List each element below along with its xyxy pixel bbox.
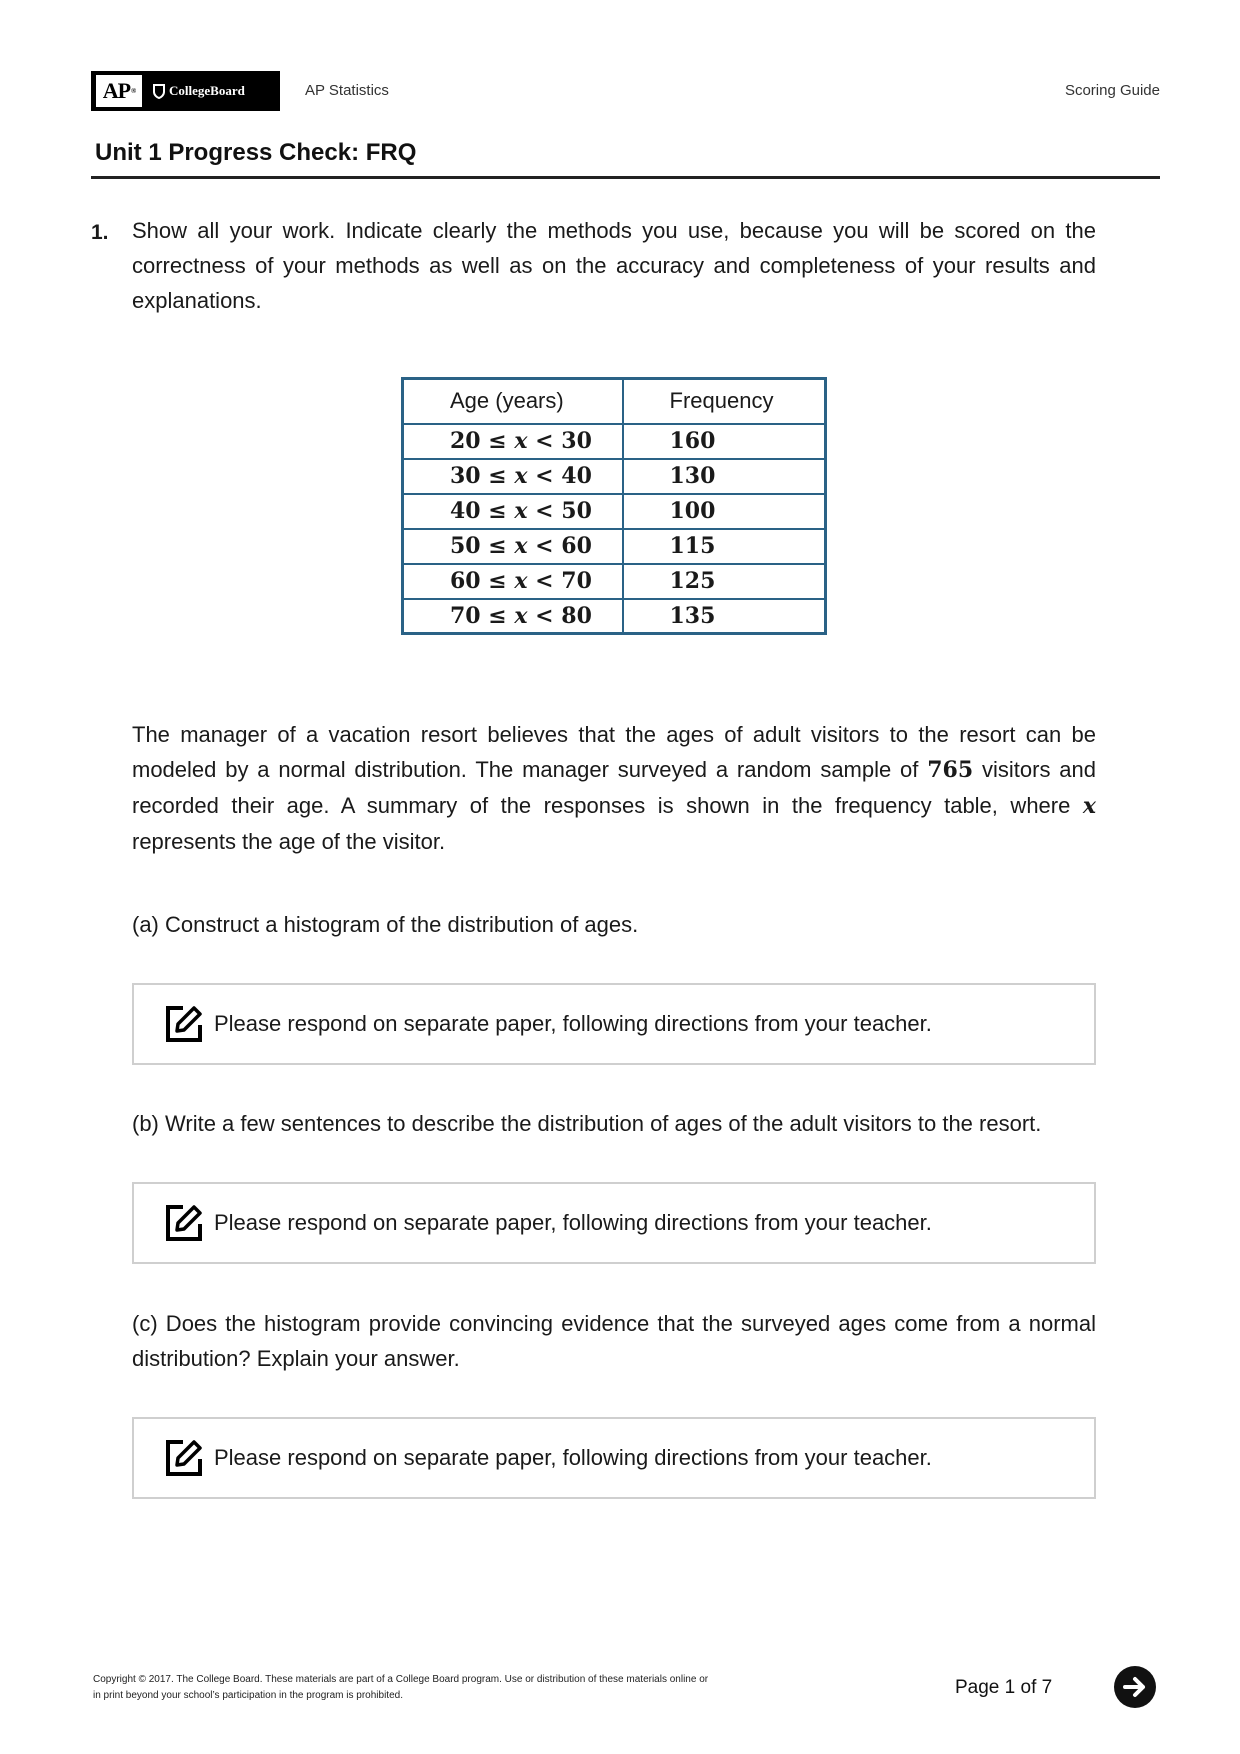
age-interval-cell bbox=[403, 564, 623, 599]
interval-upper: 40 bbox=[561, 463, 592, 489]
age-interval-cell bbox=[403, 529, 623, 564]
frequency-cell: 130 bbox=[623, 459, 826, 494]
lt-symbol: < bbox=[527, 498, 562, 524]
response-instruction: Please respond on separate paper, following directions from your teacher. bbox=[214, 1210, 932, 1235]
question-context bbox=[132, 717, 1096, 859]
leq-symbol: ≤ bbox=[480, 498, 515, 524]
lt-symbol: < bbox=[527, 428, 562, 454]
part-c-prompt: (c) Does the histogram provide convincing evidence that the surveyed ages come from a normal distribution? Explain your answer. bbox=[132, 1311, 1096, 1371]
context-text: represents the age of the visitor. bbox=[132, 829, 446, 854]
interval-variable: x bbox=[514, 533, 528, 559]
leq-symbol: ≤ bbox=[480, 533, 515, 559]
age-interval-cell bbox=[403, 459, 623, 494]
copyright-line: in print beyond your school’s participation in the program is prohibited. bbox=[93, 1690, 403, 1701]
age-interval-cell bbox=[403, 494, 623, 529]
age-interval-cell bbox=[403, 599, 623, 634]
interval-lower: 20 bbox=[450, 428, 481, 454]
interval-lower: 50 bbox=[450, 533, 481, 559]
frequency-cell: 135 bbox=[623, 599, 826, 634]
page-number: Page 1 of 7 bbox=[955, 1677, 1053, 1698]
lt-symbol: < bbox=[527, 568, 562, 594]
page-title: Unit 1 Progress Check: FRQ bbox=[95, 139, 417, 166]
table-header-frequency: Frequency bbox=[623, 379, 826, 424]
edit-icon bbox=[164, 1004, 204, 1044]
leq-symbol: ≤ bbox=[480, 602, 515, 629]
title-divider bbox=[91, 176, 1160, 179]
table-row bbox=[403, 424, 826, 459]
ap-logo: AP ® bbox=[96, 75, 142, 107]
edit-icon bbox=[164, 1203, 204, 1243]
variable-x: x bbox=[1082, 793, 1096, 819]
leq-symbol: ≤ bbox=[480, 463, 515, 489]
scoring-guide-label: Scoring Guide bbox=[1064, 82, 1160, 99]
part-a-prompt: (a) Construct a histogram of the distribution of ages. bbox=[132, 912, 639, 937]
table-header-row bbox=[403, 379, 826, 424]
frequency-cell: 115 bbox=[623, 529, 826, 564]
interval-variable: x bbox=[514, 568, 528, 594]
question-number: 1. bbox=[91, 221, 109, 244]
table-row bbox=[403, 599, 826, 634]
frequency-table bbox=[401, 377, 827, 635]
interval-lower: 60 bbox=[450, 568, 481, 594]
interval-variable: x bbox=[514, 498, 528, 524]
part-b-prompt: (b) Write a few sentences to describe the distribution of ages of the adult visitors to the resort. bbox=[132, 1111, 1042, 1136]
arrow-right-icon bbox=[1120, 1672, 1150, 1702]
response-instruction: Please respond on separate paper, following directions from your teacher. bbox=[214, 1011, 932, 1036]
interval-variable: x bbox=[514, 428, 528, 454]
leq-symbol: ≤ bbox=[480, 568, 515, 594]
interval-upper: 30 bbox=[561, 428, 592, 454]
age-interval-cell bbox=[403, 424, 623, 459]
frequency-cell: 100 bbox=[623, 494, 826, 529]
question-instructions: Show all your work. Indicate clearly the methods you use, because you will be scored on the correctness of your methods as well as on the accuracy and completeness of your results and explanations. bbox=[132, 218, 1096, 313]
interval-variable: x bbox=[514, 463, 528, 489]
interval-upper: 70 bbox=[561, 568, 592, 594]
part-a-response-box bbox=[132, 983, 1096, 1065]
acorn-shield-icon bbox=[152, 84, 166, 99]
interval-lower: 70 bbox=[450, 602, 481, 629]
frequency-cell: 125 bbox=[623, 564, 826, 599]
copyright-notice bbox=[93, 1672, 793, 1704]
college-board-wordmark: CollegeBoard bbox=[152, 83, 245, 99]
context-text: The manager of a vacation resort believes that the ages of adult visitors to the resort can be modeled by a normal distribution. The manager surveyed a random sample of bbox=[132, 722, 1096, 782]
part-b-response-box bbox=[132, 1182, 1096, 1264]
leq-symbol: ≤ bbox=[480, 428, 515, 454]
interval-lower: 40 bbox=[450, 498, 481, 524]
edit-icon bbox=[164, 1438, 204, 1478]
table-row bbox=[403, 494, 826, 529]
copyright-line: Copyright © 2017. The College Board. These materials are part of a College Board program. Use or distribution of these materials online or bbox=[93, 1674, 709, 1685]
course-name: AP Statistics bbox=[305, 82, 389, 99]
college-board-logo bbox=[91, 71, 280, 111]
part-c-response-box bbox=[132, 1417, 1096, 1499]
interval-lower: 30 bbox=[450, 463, 481, 489]
table-header-age: Age (years) bbox=[403, 379, 623, 424]
table-row bbox=[403, 564, 826, 599]
frequency-cell: 160 bbox=[623, 424, 826, 459]
table-row bbox=[403, 529, 826, 564]
response-instruction: Please respond on separate paper, following directions from your teacher. bbox=[214, 1445, 932, 1470]
interval-variable: x bbox=[514, 602, 528, 629]
interval-upper: 60 bbox=[561, 533, 592, 559]
lt-symbol: < bbox=[527, 533, 562, 559]
interval-upper: 50 bbox=[561, 498, 592, 524]
lt-symbol: < bbox=[527, 602, 562, 629]
context-text: visitors and recorded their age. A summary of the responses is shown in the frequency table, where bbox=[132, 757, 1096, 818]
sample-size: 765 bbox=[927, 757, 974, 783]
lt-symbol: < bbox=[527, 463, 562, 489]
next-page-button[interactable] bbox=[1114, 1666, 1156, 1708]
table-row bbox=[403, 459, 826, 494]
interval-upper: 80 bbox=[561, 602, 592, 629]
